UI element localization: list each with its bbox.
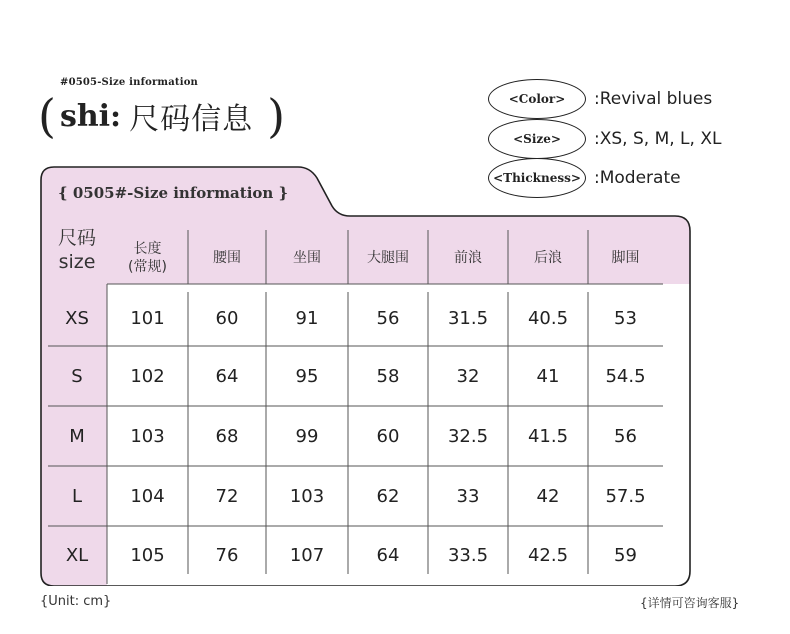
spec-size-key: <Size> xyxy=(488,119,586,159)
table-cell: 32.5 xyxy=(447,425,489,447)
table-cell: 57.5 xyxy=(605,485,646,507)
column-header-line2: (常规) xyxy=(128,259,167,275)
table-cell: 105 xyxy=(130,544,165,566)
table-cell: 56 xyxy=(614,425,637,447)
column-header-line1: 脚围 xyxy=(611,250,640,266)
header-title xyxy=(38,90,285,142)
size-label-m: M xyxy=(69,425,85,447)
table-cell: 53 xyxy=(614,307,637,329)
size-header-cn: 尺码 xyxy=(57,227,96,249)
spec-size xyxy=(488,119,721,159)
table-cell: 56 xyxy=(376,307,400,329)
table-cell: 60 xyxy=(376,425,400,447)
column-header-line1: 前浪 xyxy=(454,250,482,266)
table-cell: 60 xyxy=(215,307,239,329)
spec-color-value: :Revival blues xyxy=(594,89,713,109)
column-header-2 xyxy=(266,232,348,284)
column-header-line1: 腰围 xyxy=(213,250,241,266)
column-header-line1: 大腿围 xyxy=(367,250,409,266)
table-cell: 41.5 xyxy=(527,425,569,447)
column-header-line1: 后浪 xyxy=(534,250,562,266)
column-header-3 xyxy=(348,232,428,284)
table-cell: 99 xyxy=(295,425,319,447)
column-header-5 xyxy=(508,232,588,284)
table-cell: 58 xyxy=(376,365,400,387)
table-cell: 76 xyxy=(215,544,239,566)
spec-color-key: <Color> xyxy=(488,79,586,119)
table-cell: 107 xyxy=(289,544,325,566)
table-cell: 33.5 xyxy=(447,544,489,566)
table-cell: 33 xyxy=(456,485,480,507)
table-cell: 32 xyxy=(456,365,480,387)
column-header-line1: 长度 xyxy=(133,241,162,257)
title-paren-open: ( xyxy=(38,89,56,143)
table-cell: 91 xyxy=(295,307,319,329)
size-header-en: size xyxy=(58,251,96,273)
size-label-xs: XS xyxy=(65,307,89,329)
title-paren-close: ) xyxy=(267,89,286,143)
table-cell: 72 xyxy=(215,485,239,507)
table-cell: 104 xyxy=(130,485,165,507)
table-cell: 103 xyxy=(289,485,325,507)
table-cell: 31.5 xyxy=(447,307,489,329)
unit-note: {Unit: cm} xyxy=(40,594,112,609)
table-cell: 68 xyxy=(215,425,239,447)
spec-thickness-key: <Thickness> xyxy=(488,158,586,198)
spec-thickness-value: :Moderate xyxy=(594,168,681,188)
table-cell: 64 xyxy=(376,544,400,566)
column-header-line1: 坐围 xyxy=(293,250,321,266)
header-small-label: #0505-Size information xyxy=(60,77,199,88)
size-label-l: L xyxy=(71,485,83,507)
table-cell: 59 xyxy=(614,544,637,566)
size-label-xl: XL xyxy=(65,544,89,566)
column-header-4 xyxy=(428,232,508,284)
table-cell: 42.5 xyxy=(527,544,569,566)
brand-logo-text: shi: xyxy=(59,98,122,134)
size-column-header xyxy=(48,226,106,282)
size-label-s: S xyxy=(71,365,83,387)
table-cell: 101 xyxy=(130,307,165,329)
column-header-0 xyxy=(107,232,188,284)
column-header-6 xyxy=(588,232,663,284)
spec-color xyxy=(488,79,712,119)
table-cell: 40.5 xyxy=(527,307,569,329)
title-chinese: 尺码信息 xyxy=(129,102,254,137)
column-header-1 xyxy=(188,232,266,284)
table-cell: 103 xyxy=(130,425,165,447)
table-cell: 41 xyxy=(536,365,560,387)
table-tab-label: { 0505#-Size information } xyxy=(58,184,289,202)
table-cell: 95 xyxy=(295,365,319,387)
table-cell: 62 xyxy=(376,485,400,507)
table-cell: 102 xyxy=(130,365,165,387)
spec-size-value: :XS, S, M, L, XL xyxy=(594,129,722,149)
table-cell: 42 xyxy=(536,485,560,507)
service-note: {详情可咨询客服} xyxy=(640,596,740,610)
table-cell: 64 xyxy=(215,365,239,387)
table-cell: 54.5 xyxy=(605,365,646,387)
